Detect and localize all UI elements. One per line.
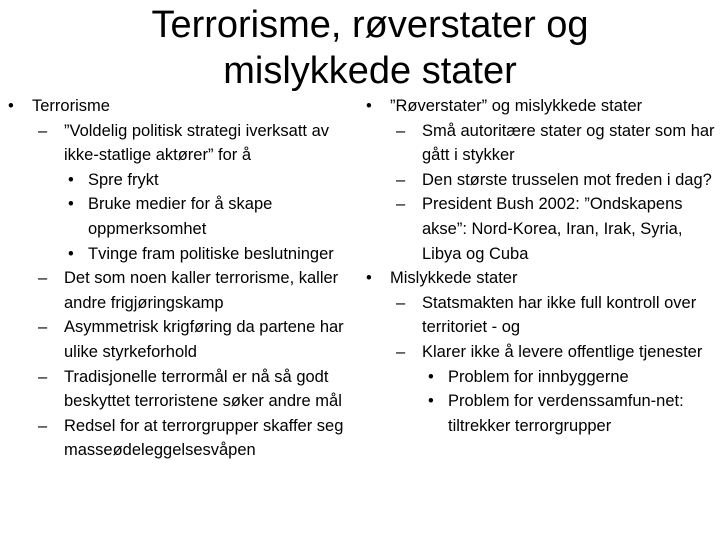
sub-sub-item-text: Problem for innbyggerne: [448, 367, 629, 386]
mislykkede-heading: Mislykkede stater: [390, 269, 518, 288]
dash-marker: –: [396, 293, 406, 312]
slide-title: Terrorisme, røverstater og mislykkede stater: [151, 4, 589, 92]
bullet-marker: •: [8, 97, 14, 115]
bullet-item: [8, 94, 358, 119]
sub-sub-item-text: Tvinge fram politiske beslutninger: [88, 244, 334, 263]
bullet-marker: •: [428, 392, 434, 411]
bullet-marker: •: [68, 244, 74, 263]
dash-marker: –: [38, 121, 48, 140]
sub-item: [8, 365, 358, 414]
bullet-marker: •: [68, 195, 74, 214]
dash-marker: –: [38, 269, 48, 288]
sub-sub-item: [366, 389, 716, 438]
right-column: [366, 94, 716, 438]
sub-item: [366, 119, 716, 168]
dash-marker: –: [38, 318, 48, 337]
sub-item: [8, 414, 358, 463]
bullet-marker: •: [366, 97, 372, 115]
sub-item-text: Små autoritære stater og stater som har gått i stykker: [422, 121, 715, 165]
dash-marker: –: [396, 170, 406, 189]
sub-item: [366, 168, 716, 193]
sub-sub-item: [366, 365, 716, 390]
sub-sub-item-text: Problem for verdenssamfun-net: tiltrekker terrorgrupper: [448, 392, 684, 435]
dash-marker: –: [38, 367, 48, 386]
sub-sub-item: [8, 168, 358, 193]
sub-item: [366, 192, 716, 266]
sub-item-text: Tradisjonelle terrormål er nå så godt beskyttet terroristene søker andre mål: [64, 367, 342, 411]
bullet-item: [366, 94, 716, 119]
sub-sub-item-text: Spre frykt: [88, 170, 159, 189]
dash-marker: –: [396, 342, 406, 361]
sub-item-text: Det som noen kaller terrorisme, kaller andre frigjøringskamp: [64, 269, 339, 312]
sub-item: [366, 291, 716, 340]
sub-item: [366, 340, 716, 365]
roverstater-heading: ”Røverstater” og mislykkede stater: [390, 97, 643, 115]
sub-item-text: ”Voldelig politisk strategi iverksatt av ikke-statlige aktører” for å: [64, 121, 330, 165]
sub-sub-item-text: Bruke medier for å skape oppmerksomhet: [88, 195, 273, 238]
sub-item: [8, 119, 358, 168]
dash-marker: –: [38, 416, 48, 435]
left-column: [8, 94, 358, 463]
sub-sub-item: [8, 192, 358, 241]
bullet-marker: •: [68, 170, 74, 189]
bullet-marker: •: [428, 367, 434, 386]
bullet-marker: •: [366, 269, 372, 288]
sub-item-text: Redsel for at terrorgrupper skaffer seg masseødeleggelsesvåpen: [64, 416, 344, 460]
sub-item-text: Klarer ikke å levere offentlige tjenester: [422, 342, 703, 361]
dash-marker: –: [396, 195, 406, 214]
sub-item-text: Statsmakten har ikke full kontroll over territoriet - og: [422, 293, 697, 337]
dash-marker: –: [396, 121, 406, 140]
bullet-item: [366, 266, 716, 291]
sub-item-text: Asymmetrisk krigføring da partene har ulike styrkeforhold: [64, 318, 344, 361]
sub-item: [8, 315, 358, 364]
sub-item-text: President Bush 2002: ”Ondskapens akse”: Nord-Korea, Iran, Irak, Syria, Libya og Cuba: [422, 195, 683, 263]
sub-sub-item: [8, 242, 358, 267]
terrorisme-heading: Terrorisme: [32, 97, 110, 115]
sub-item-text: Den største trusselen mot freden i dag?: [422, 170, 712, 189]
sub-item: [8, 266, 358, 315]
